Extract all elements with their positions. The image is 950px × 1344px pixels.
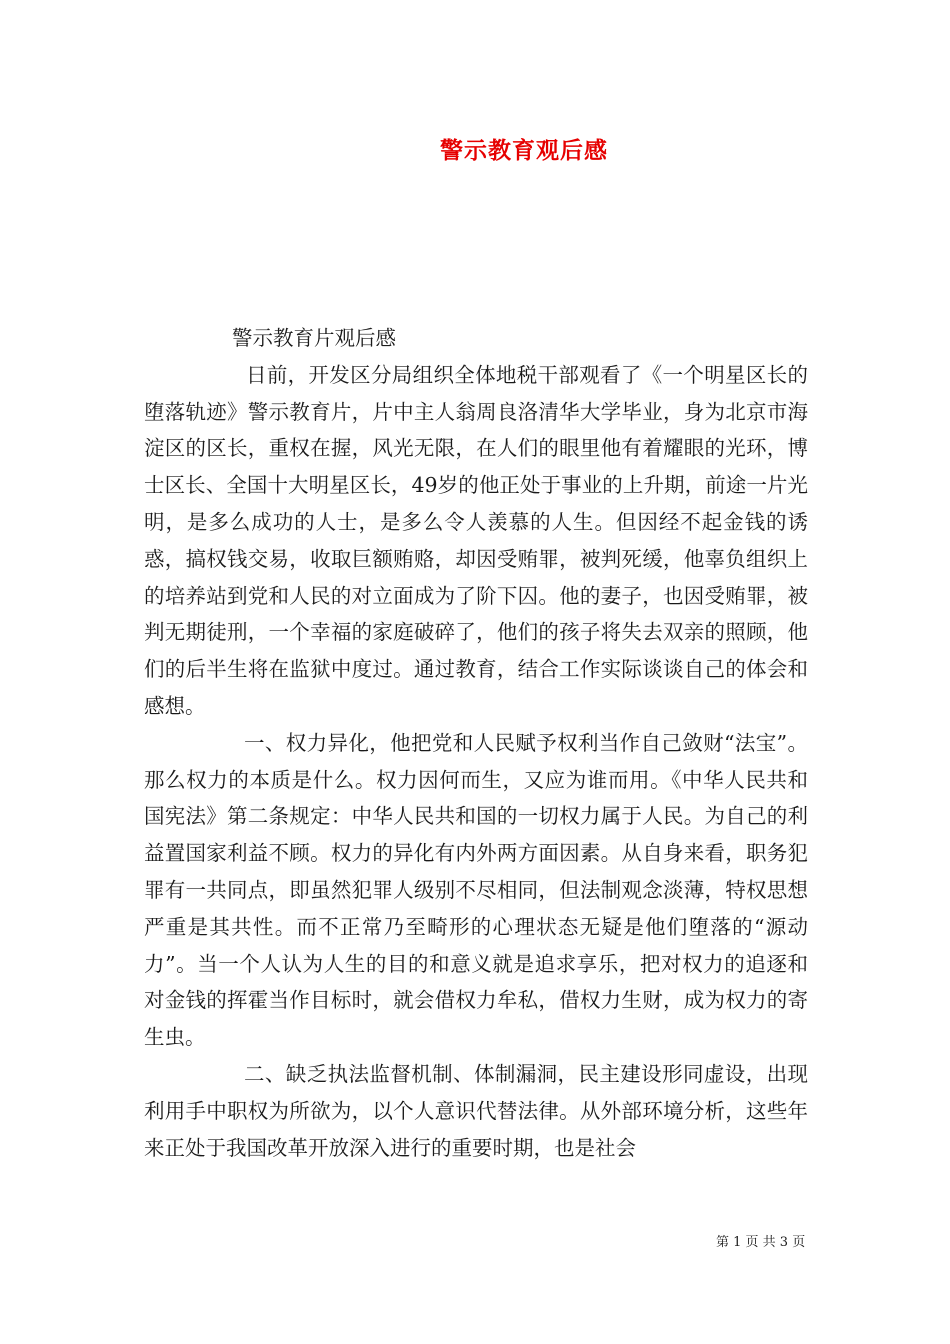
document-subtitle: 警示教育片观后感 <box>232 326 396 350</box>
paragraph-point-one: 一、权力异化，他把党和人民赋予权利当作自己敛财“法宝”。那么权力的本质是什么。权力因何而生，又应为谁而用。《中华人民共和国宪法》第二条规定：中华人民共和国的一切权力属于人民。为自己的利益置国家利益不顾。权力的异化有内外两方面因素。从自身来看，职务犯罪有一共同点，即虽然犯罪人级别不尽相同，但法制观念淡薄，特权思想严重是其共性。而不正常乃至畸形的心理状态无疑是他们堕落的“源动力”。当一个人认为人生的目的和意义就是追求享乐，把对权力的追逐和对金钱的挥霍当作目标时，就会借权力牟私，借权力生财，成为权力的寄生虫。 <box>144 730 808 1050</box>
document-title: 警示教育观后感 <box>440 138 608 164</box>
document-body <box>144 320 808 1166</box>
paragraph-intro: 日前，开发区分局组织全体地税干部观看了《一个明星区长的堕落轨迹》警示教育片，片中主人翁周良洛清华大学毕业，身为北京市海淀区的区长，重权在握，风光无限，在人们的眼里他有着耀眼的光环，博士区长、全国十大明星区长，49岁的他正处于事业的上升期，前途一片光明，是多么成功的人士，是多么令人羡慕的人生。但因经不起金钱的诱惑，搞权钱交易，收取巨额贿赂，却因受贿罪，被判死缓，他辜负组织上的培养站到党和人民的对立面成为了阶下囚。他的妻子，也因受贿罪，被判无期徒刑，一个幸福的家庭破碎了，他们的孩子将失去双亲的照顾，他们的后半生将在监狱中度过。通过教育，结合工作实际谈谈自己的体会和感想。 <box>144 362 808 718</box>
page-number-footer: 第 1 页 共 3 页 <box>716 1235 806 1250</box>
paragraph-point-two: 二、缺乏执法监督机制、体制漏洞，民主建设形同虚设，出现利用手中职权为所欲为，以个人意识代替法律。从外部环境分析，这些年来正处于我国改革开放深入进行的重要时期，也是社会 <box>144 1061 808 1160</box>
